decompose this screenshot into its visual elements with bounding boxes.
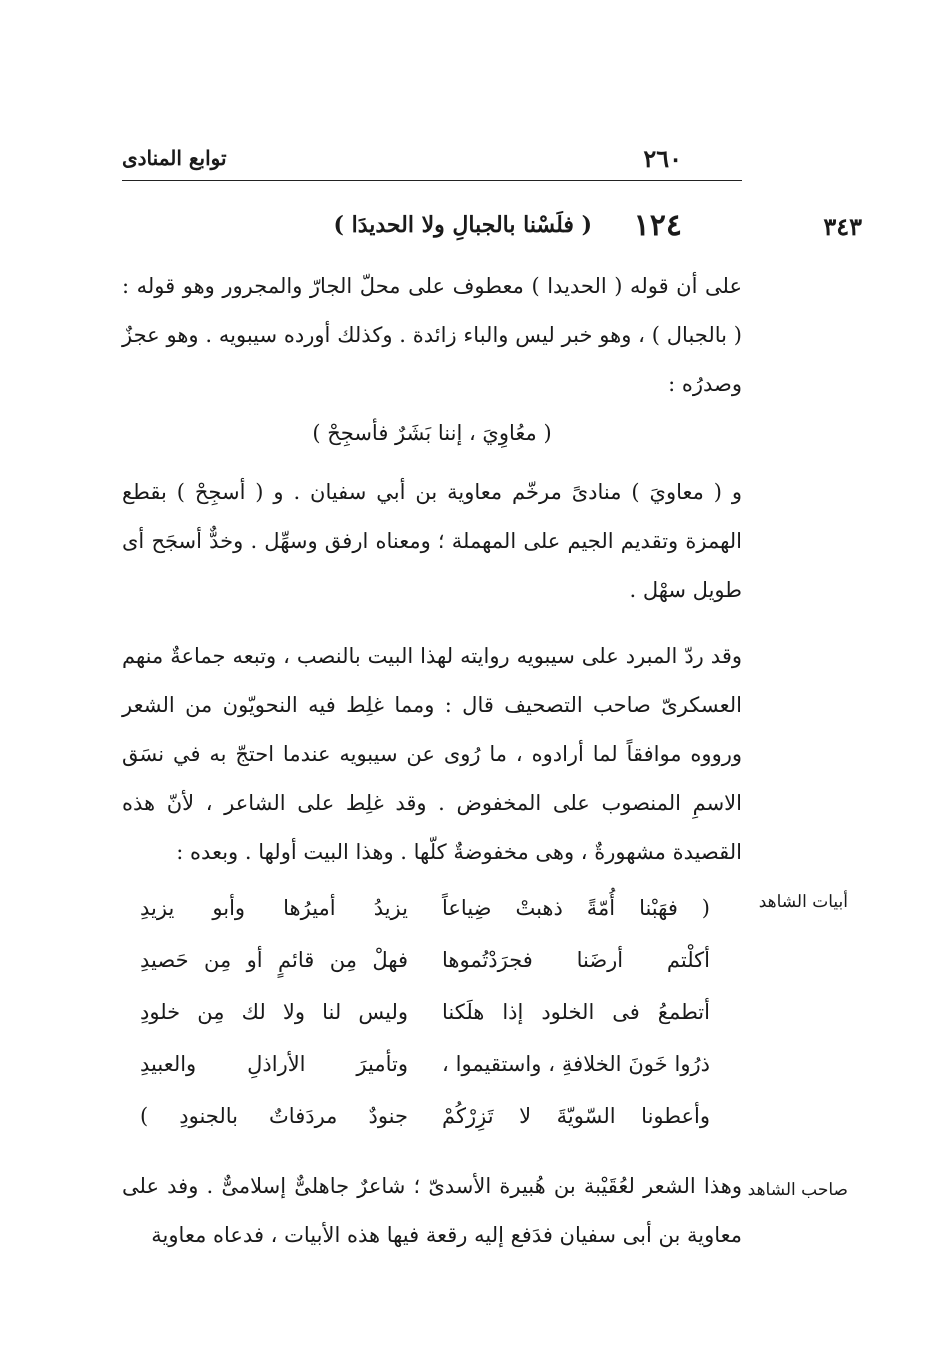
entry-heading: [122, 208, 862, 248]
poem-line: [140, 934, 710, 986]
margin-label-poet: صاحب الشاهد: [747, 1180, 848, 1200]
poem-hemistich-second: فهلْ مِن قائمٍ أو مِن حَصيدِ: [140, 948, 408, 972]
poem-hemistich-second: وتأميرَ الأراذلِ والعبيدِ: [140, 1052, 408, 1076]
poem-hemistich-second: جنودٌ مردَفاتٌ بالجنودِ ): [140, 1104, 408, 1128]
entry-number: ١٢٤: [633, 208, 682, 243]
margin-label-verses: أبيات الشاهد: [758, 892, 848, 912]
quoted-verse: ( معُاوِيَ ، إننا بَشَرٌ فأسجِحْ ): [312, 421, 552, 445]
poem-line: [140, 1090, 710, 1142]
paragraph-1: [122, 262, 742, 458]
poem-line: [140, 882, 710, 934]
outer-entry-number: ٣٤٣: [823, 212, 862, 241]
poem-hemistich-first: أتطمعُ فى الخلود إذا هلَكنا: [442, 1000, 710, 1024]
running-title: توابع المنادى: [122, 146, 227, 170]
poem: [140, 882, 710, 1142]
paragraph-1-text: على أن قوله ( الحديدا ) معطوف على محلّ الجارّ والمجرور وهو قوله : ( بالجبال ) ، وهو خبر ليس والباء زائدة . وكذلك أورده سيبويه . وهو عجزٌ وصدرُه :: [122, 274, 742, 396]
poem-hemistich-first: أكلْتم أرضَنا فجرَدْتُموها: [442, 948, 710, 972]
poem-hemistich-second: يزيدُ أميرُها وأبو يزيدِ: [140, 896, 408, 920]
poem-hemistich-second: وليس لنا ولا لك مِن خلودِ: [140, 1000, 408, 1024]
paragraph-4: وهذا الشعر لعُقَيْبة بن هُبيرة الأسدىّ ؛ شاعرٌ جاهلىٌّ إسلامىٌّ . وفد على معاوية بن أبى سفيان فدَفع إليه رقعة فيها هذه الأبيات ، فدعاه معاوية: [122, 1174, 742, 1247]
poem-line: [140, 1038, 710, 1090]
poem-hemistich-first: وأعطونا السّويّةَ لا تَزِرْكُمْ: [442, 1104, 710, 1128]
paragraph-3: وقد ردّ المبرد على سيبويه روايته لهذا البيت بالنصب ، وتبعه جماعةٌ منهم العسكرىّ صاحب التصحيف قال : ومما غلِط فيه النحويّون من الشعر ورووه موافقاً لما أرادوه ، ما رُوى عن سيبويه عندما احتجّ به في نسَق الاسمِ المنصوب على المخفوض . وقد غلِط على الشاعر ، لأنّ هذه القصيدة مشهورةٌ ، وهى مخفوضةٌ كلّها . وهذا البيت أولها . وبعده :: [122, 644, 742, 864]
poem-hemistich-first: ذرُوا خَونَ الخلافةِ ، واستقيموا ،: [442, 1052, 710, 1076]
page-header: [122, 140, 742, 181]
paragraph-2: و ( معاويَ ) منادىً مرخّم معاوية بن أبي سفيان . و ( أسجِحْ ) بقطع الهمزة وتقديم الجيم على المهملة ؛ ومعناه ارفق وسهِّل . وخدٌّ أسجَح أى طويل سهْل .: [122, 480, 742, 602]
poem-line: [140, 986, 710, 1038]
page-number: ٢٦٠: [643, 144, 682, 173]
poem-hemistich-first: ( فهَبْنا أُمّةً ذهبتْ ضِياعاً: [442, 896, 710, 920]
entry-title: ( فلَسْنا بالجبالِ ولا الحديدَا ): [333, 212, 592, 238]
